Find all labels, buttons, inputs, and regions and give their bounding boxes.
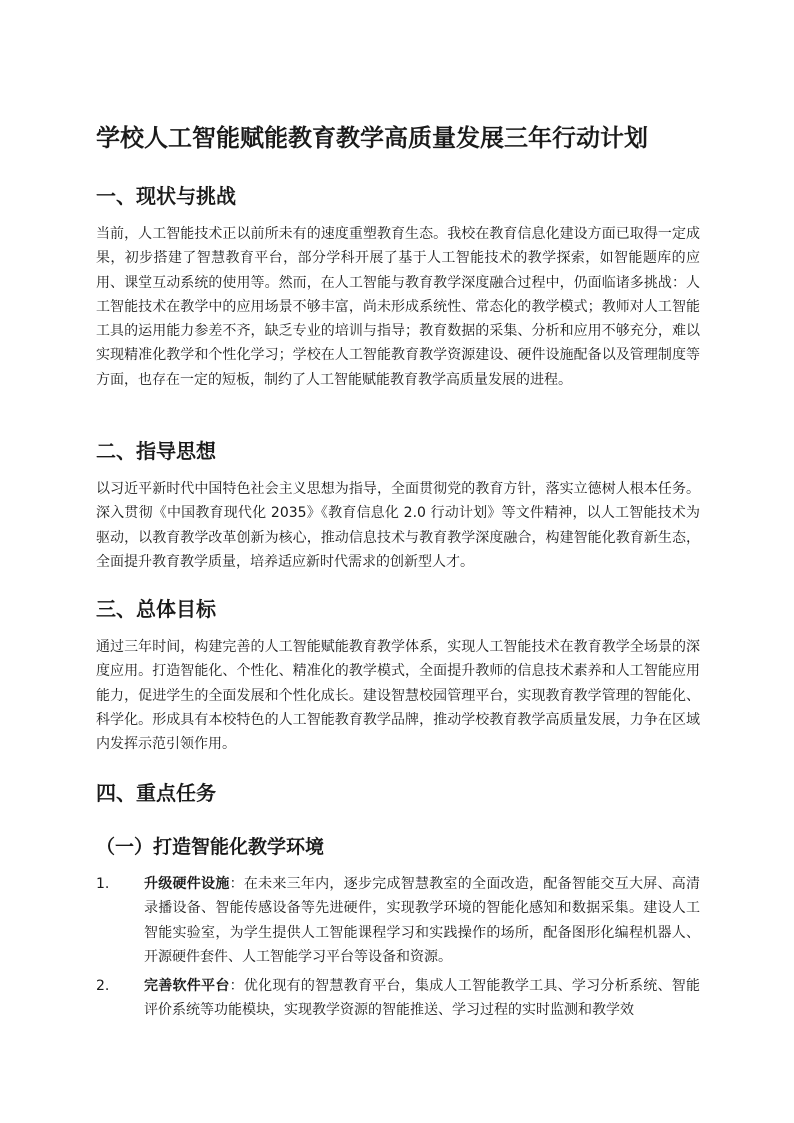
- section-body-status: 当前，人工智能技术正以前所未有的速度重塑教育生态。我校在教育信息化建设方面已取得一定成果，初步搭建了智慧教育平台，部分学科开展了基于人工智能技术的教学探索，如智能题库的应用、课堂互动系统的使用等。然而，在人工智能与教育教学深度融合过程中，仍面临诸多挑战：人工智能技术在教学中的应用场景不够丰富，尚未形成系统性、常态化的教学模式；教师对人工智能工具的运用能力参差不齐，缺乏专业的培训与指导；教育数据的采集、分析和应用不够充分，难以实现精准化教学和个性化学习；学校在人工智能教育教学资源建设、硬件设施配备以及管理制度等方面，也存在一定的短板，制约了人工智能赋能教育教学高质量发展的进程。: [96, 226, 700, 388]
- document-title: 学校人工智能赋能教育教学高质量发展三年行动计划: [96, 124, 648, 152]
- section-heading-tasks: 四、重点任务: [96, 781, 216, 805]
- list-item-number: 2.: [96, 978, 110, 994]
- list-item-body: [144, 872, 700, 969]
- list-item-body: [144, 974, 700, 1023]
- section-body-guiding: 以习近平新时代中国特色社会主义思想为指导，全面贯彻党的教育方针，落实立德树人根本任务。深入贯彻《中国教育现代化 2035》《教育信息化 2.0 行动计划》等文件精神，以人工智能技术为驱动，以教育教学改革创新为核心，推动信息技术与教育教学深度融合，构建智能化教育新生态，全面提升教育教学质量，培养适应新时代需求的创新型人才。: [96, 481, 700, 570]
- subsection-heading: （一）打造智能化教学环境: [96, 836, 325, 858]
- section-heading-status: 一、现状与挑战: [96, 184, 236, 208]
- list-item-label: 升级硬件设施: [144, 876, 230, 892]
- section-heading-guiding: 二、指导思想: [96, 439, 216, 463]
- list-item-text: ：在未来三年内，逐步完成智慧教室的全面改造，配备智能交互大屏、高清录播设备、智能传感设备等先进硬件，实现教学环境的智能化感知和数据采集。建设人工智能实验室，为学生提供人工智能课程学习和实践操作的场所，配备图形化编程机器人、开源硬件套件、人工智能学习平台等设备和资源。: [144, 876, 701, 965]
- section-heading-goals: 三、总体目标: [96, 597, 216, 621]
- list-item-label: 完善软件平台: [144, 978, 230, 994]
- list-item-text: ：优化现有的智慧教育平台，集成人工智能教学工具、学习分析系统、智能评价系统等功能模块，实现教学资源的智能推送、学习过程的实时监测和教学效: [144, 978, 701, 1019]
- section-body-goals: 通过三年时间，构建完善的人工智能赋能教育教学体系，实现人工智能技术在教育教学全场景的深度应用。打造智能化、个性化、精准化的教学模式，全面提升教师的信息技术素养和人工智能应用能力，促进学生的全面发展和个性化成长。建设智慧校园管理平台，实现教育教学管理的智能化、科学化。形成具有本校特色的人工智能教育教学品牌，推动学校教育教学高质量发展，力争在区域内发挥示范引领作用。: [96, 639, 700, 753]
- list-item-number: 1.: [96, 876, 110, 892]
